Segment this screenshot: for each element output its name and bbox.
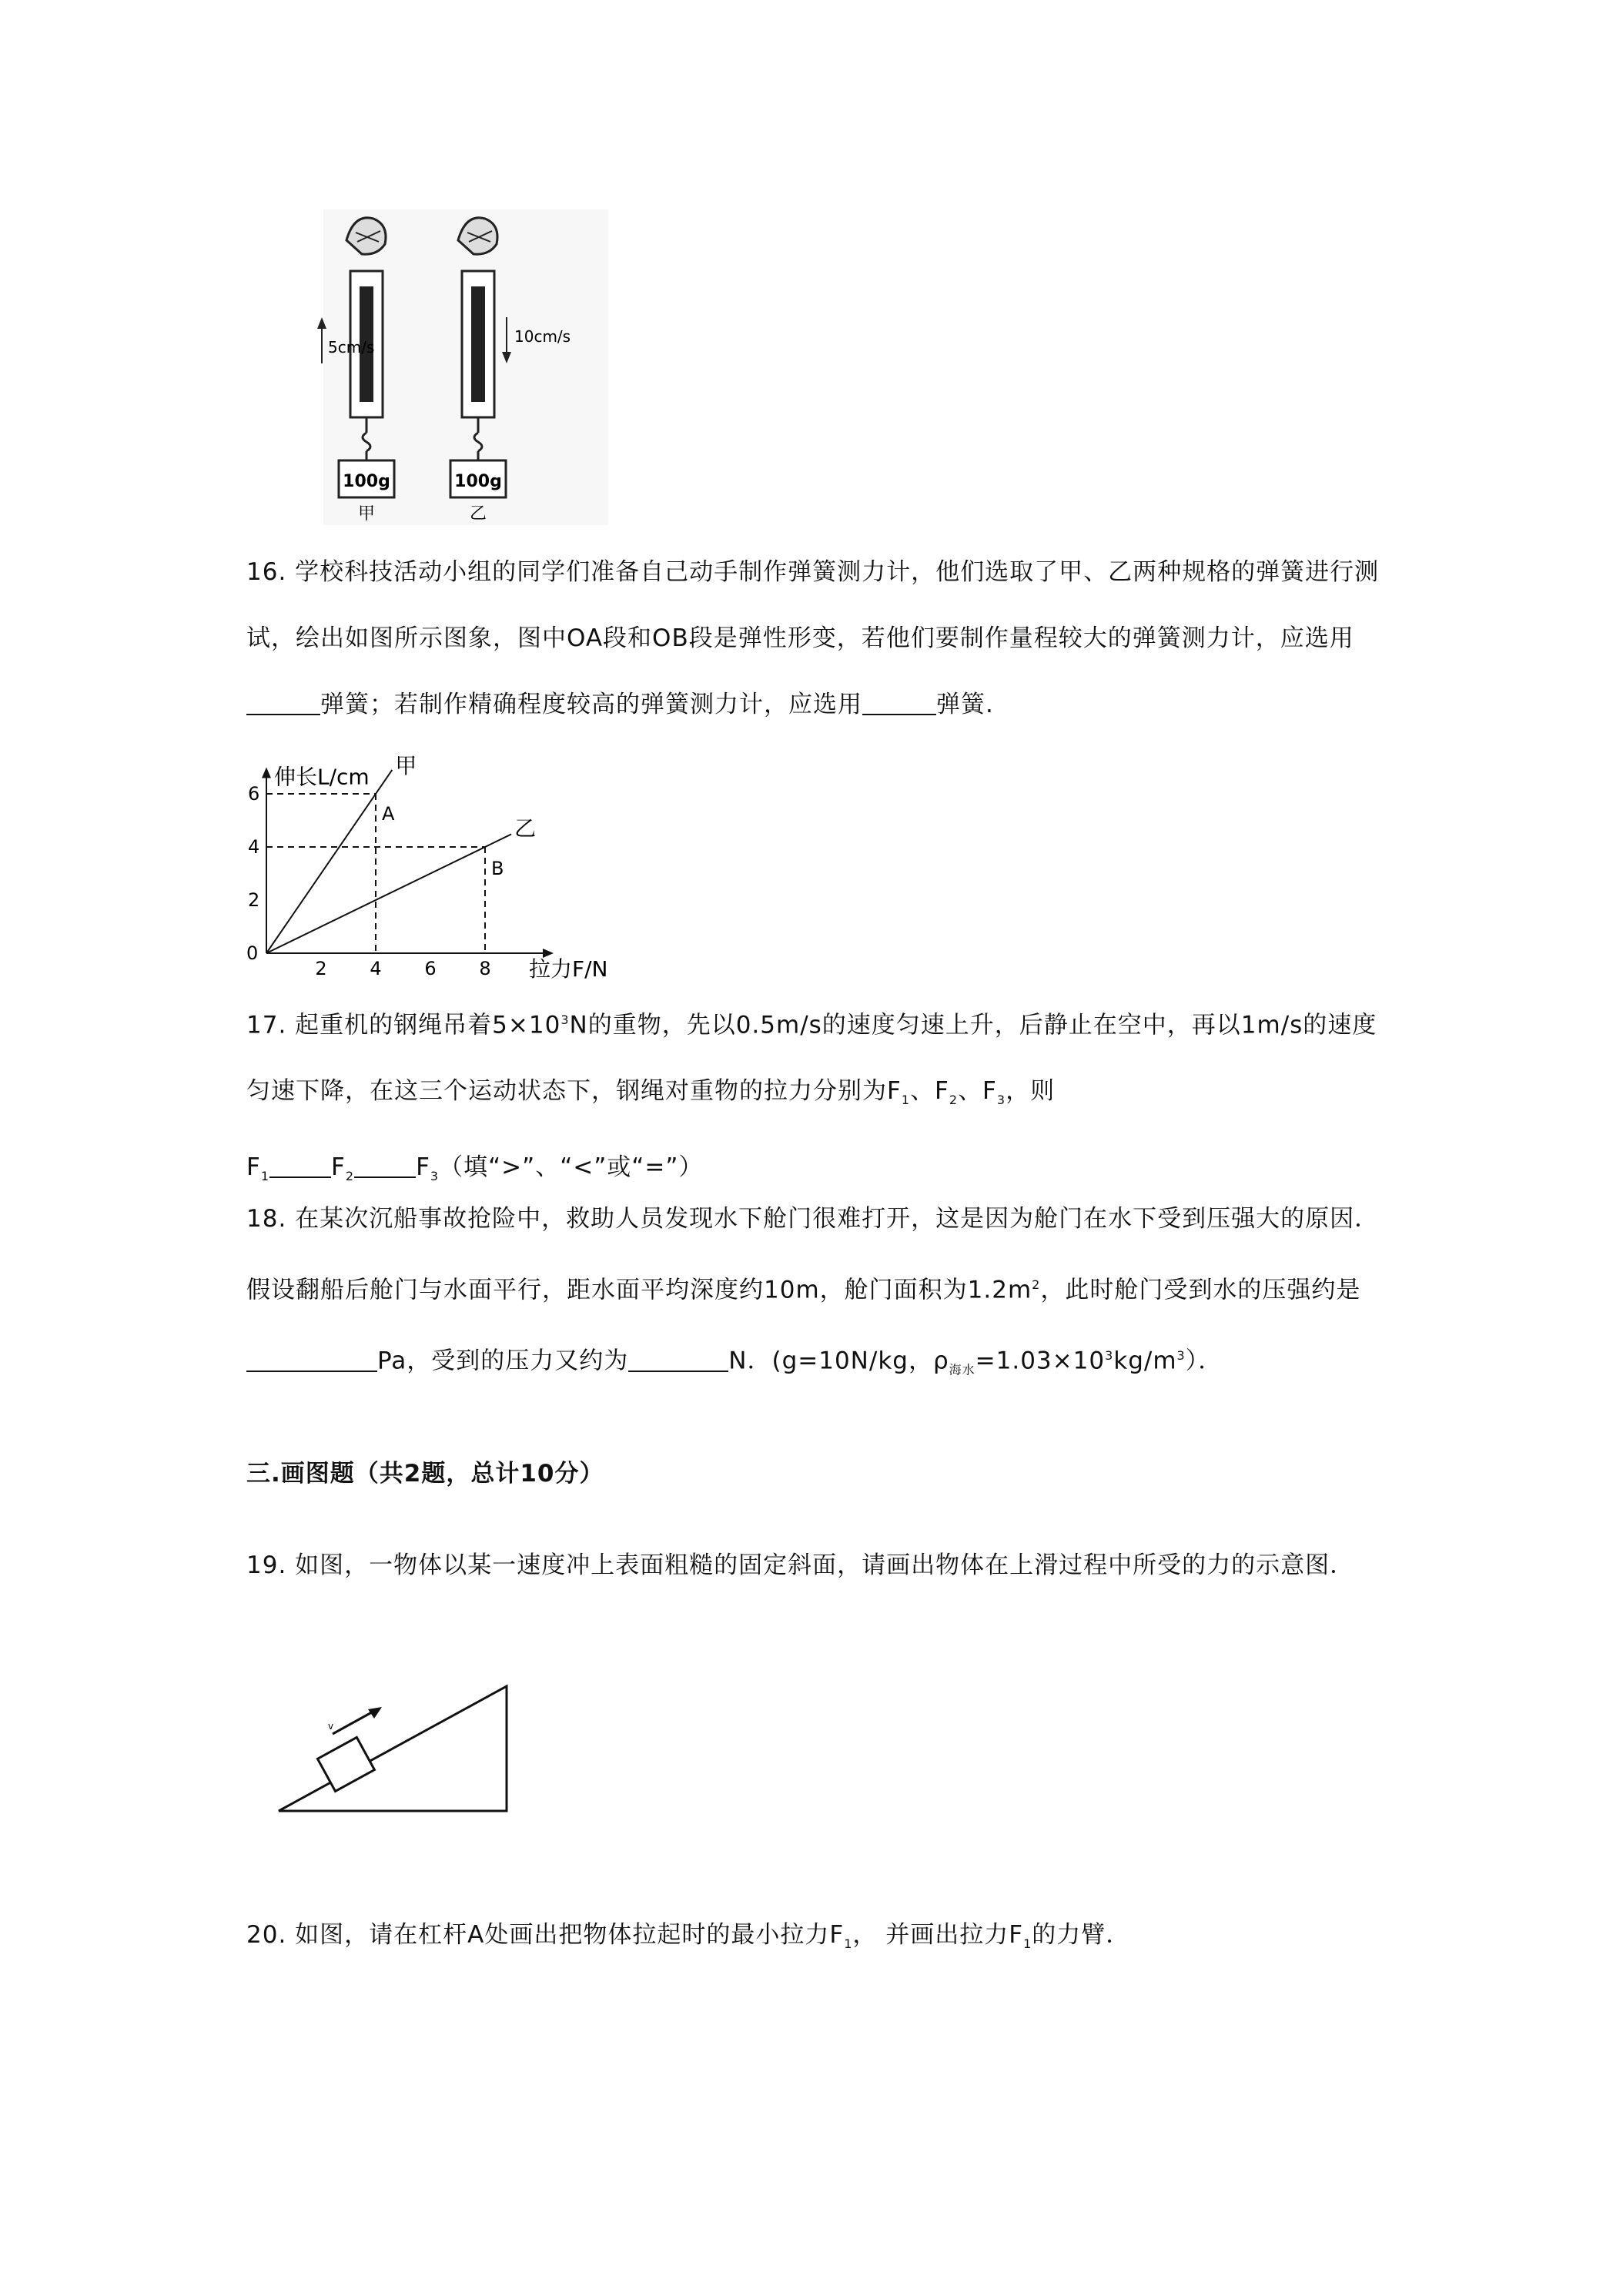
mass-label-right: 100g <box>454 472 502 491</box>
subscript: 1 <box>901 1093 911 1108</box>
question-text: N的重物，先以0.5m/s的速度匀速上升，后静止在空中，再以1m/s的速度匀速下降，在这三个运动状态下，钢绳对重物的拉力分别为F <box>246 1011 1377 1106</box>
question-number: 18. <box>246 1205 287 1233</box>
x-tick-label: 8 <box>479 958 491 979</box>
series-name-label: 乙 <box>514 815 537 842</box>
subscript: 1 <box>1023 1936 1032 1952</box>
question-text: 如图，一物体以某一速度冲上表面粗糙的固定斜面，请画出物体在上滑过程中所受的力的示意图． <box>295 1551 1355 1579</box>
question-number: 17. <box>246 1011 287 1039</box>
y-tick-label: 6 <box>248 783 260 805</box>
subscript: 海水 <box>949 1362 975 1377</box>
answer-blank[interactable] <box>862 690 936 715</box>
section-title: 三.画图题（共2题，总计10分） <box>246 1460 604 1488</box>
question-text: ，此时舱门受到水的压强约是 <box>1040 1276 1361 1304</box>
answer-blank[interactable] <box>628 1347 728 1372</box>
question-20 <box>246 1902 1386 1977</box>
question-text: 的力臂． <box>1032 1921 1131 1949</box>
question-text: 弹簧；若制作精确程度较高的弹簧测力计，应选用 <box>320 691 862 718</box>
superscript: 3 <box>561 1012 570 1027</box>
question-text: F <box>416 1153 430 1181</box>
question-18 <box>246 1186 1386 1404</box>
question-number: 19. <box>246 1551 287 1579</box>
question-text: Pa，受到的压力又约为 <box>377 1347 629 1375</box>
subscript: 1 <box>844 1936 853 1952</box>
question-16 <box>246 539 1386 738</box>
superscript: 3 <box>1105 1348 1114 1364</box>
question-text: kg/m <box>1113 1347 1177 1375</box>
series-line <box>266 770 392 953</box>
subscript: 3 <box>430 1168 440 1183</box>
y-axis-arrow <box>262 768 271 778</box>
x-tick-label: 6 <box>424 958 437 979</box>
point-label: B <box>491 858 504 879</box>
origin-label: 0 <box>246 942 259 964</box>
speed-label-left: 5cm/s <box>328 338 375 356</box>
question-text: F <box>331 1153 346 1181</box>
answer-blank[interactable] <box>246 690 320 715</box>
question-text: 、F <box>910 1077 949 1106</box>
question-text: 学校科技活动小组的同学们准备自己动手制作弹簧测力计，他们选取了甲、乙两种规格的弹簧进行测试，绘出如图所示图象，图中OA段和OB段是弹性形变，若他们要制作量程较大的弹簧测力计，应选用 <box>246 558 1380 652</box>
series-line <box>266 834 511 953</box>
x-tick-label: 2 <box>315 958 327 979</box>
point-label: A <box>382 803 395 825</box>
question-text: ）． <box>1185 1347 1223 1375</box>
superscript: 2 <box>1032 1277 1041 1292</box>
incline-plane <box>279 1686 507 1811</box>
question-text: ， 并画出拉力F <box>852 1921 1024 1949</box>
incline-figure <box>269 1678 531 1825</box>
question-text: 如图，请在杠杆A处画出把物体拉起时的最小拉力F <box>295 1921 845 1949</box>
y-tick-label: 2 <box>248 889 260 911</box>
question-text: 、F <box>958 1077 997 1106</box>
spring-scale-figure <box>323 209 608 525</box>
spring-extension-chart <box>243 731 613 982</box>
question-text: 弹簧. <box>936 691 994 718</box>
superscript: 3 <box>1176 1348 1186 1364</box>
speed-label-right: 10cm/s <box>514 327 571 346</box>
velocity-label: v <box>328 1721 334 1732</box>
question-number: 16. <box>246 558 287 586</box>
sliding-block <box>317 1737 374 1791</box>
x-tick-label: 4 <box>370 958 382 979</box>
y-tick-label: 4 <box>248 836 260 858</box>
x-axis-label: 拉力F/N <box>529 956 608 982</box>
question-text: F <box>246 1153 261 1181</box>
series-name-label: 甲 <box>395 752 417 778</box>
subscript: 2 <box>345 1168 355 1183</box>
y-axis-label: 伸长L/cm <box>274 764 370 790</box>
question-text: 起重机的钢绳吊着5×10 <box>295 1011 561 1039</box>
subscript: 1 <box>260 1168 270 1183</box>
question-number: 20. <box>246 1921 287 1949</box>
answer-blank[interactable] <box>354 1153 416 1178</box>
caption-left: 甲 <box>357 504 376 524</box>
mass-label-left: 100g <box>343 472 390 491</box>
answer-blank[interactable] <box>269 1153 331 1178</box>
question-19 <box>246 1532 1386 1598</box>
question-17 <box>246 987 1386 1210</box>
question-text: N．(g=10N/kg，ρ <box>728 1347 949 1375</box>
question-text: （填“>”、“<”或“=”） <box>439 1153 704 1181</box>
question-text: =1.03×10 <box>975 1347 1106 1375</box>
question-text: 在某次沉船事故抢险中，救助人员发现水下舱门很难打开，这是因为舱门在水下受到压强大的原因．假设翻船后舱门与水面平行，距水面平均深度约10m，舱门面积为1.2m <box>246 1205 1380 1304</box>
caption-right: 乙 <box>469 504 487 524</box>
answer-blank[interactable] <box>246 1347 377 1372</box>
subscript: 2 <box>949 1093 959 1108</box>
question-text: ，则 <box>1006 1077 1056 1106</box>
subscript: 3 <box>996 1093 1006 1108</box>
